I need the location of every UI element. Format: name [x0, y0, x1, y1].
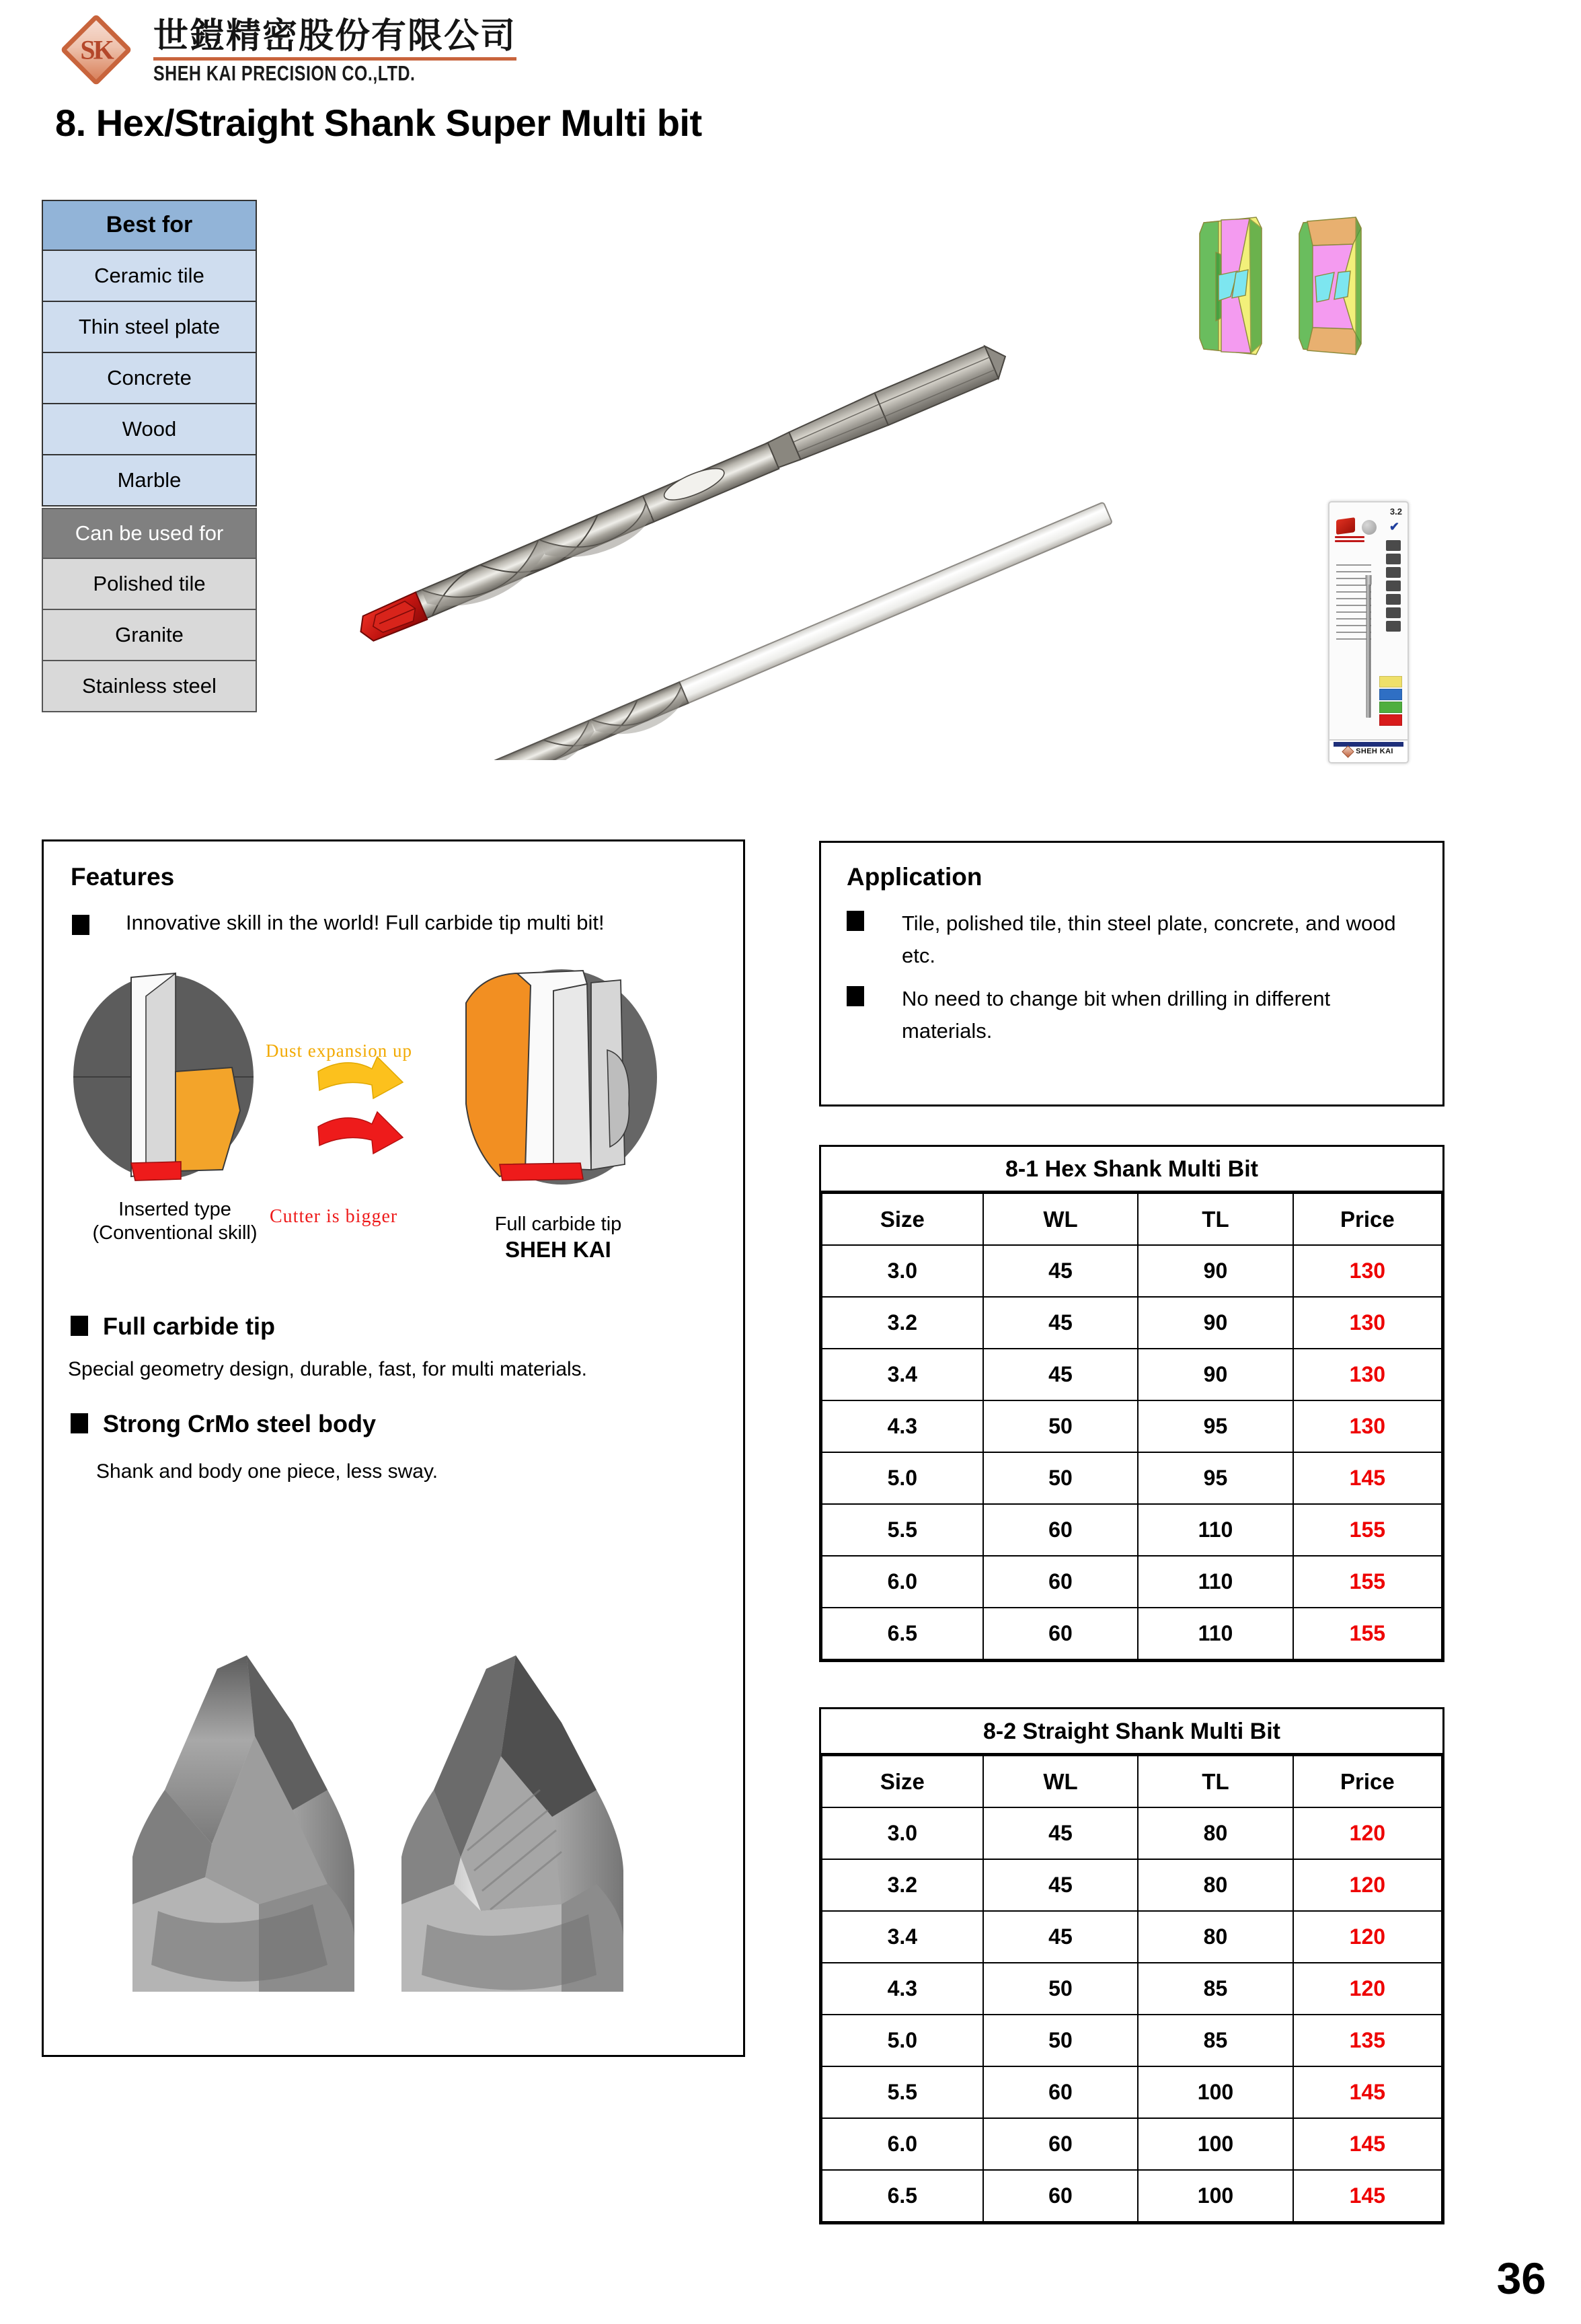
column-header-tl: TL: [1138, 1756, 1293, 1807]
cell-size: 3.4: [822, 1349, 983, 1400]
cell-wl: 45: [983, 1859, 1139, 1911]
cell-wl: 60: [983, 1608, 1139, 1659]
cell-size: 6.5: [822, 2170, 983, 2222]
check-mark-icon: ✔: [1389, 520, 1399, 533]
application-item-text: Tile, polished tile, thin steel plate, concrete, and wood etc.: [902, 911, 1396, 968]
cell-wl: 50: [983, 1452, 1139, 1504]
table-row: [822, 1859, 1442, 1911]
cell-price: 130: [1293, 1245, 1442, 1297]
material-item: Polished tile: [42, 559, 257, 610]
cell-price: 145: [1293, 2066, 1442, 2118]
cell-tl: 80: [1138, 1911, 1293, 1963]
packaged-drill-bit: [1366, 583, 1371, 718]
cell-tl: 110: [1138, 1504, 1293, 1556]
cell-tl: 90: [1138, 1349, 1293, 1400]
cell-size: 3.2: [822, 1859, 983, 1911]
metal-disc-icon: [1362, 520, 1377, 535]
cell-price: 145: [1293, 2170, 1442, 2222]
features-body-crmo: Shank and body one piece, less sway.: [96, 1460, 438, 1483]
cell-tl: 90: [1138, 1297, 1293, 1349]
table-row: [822, 1556, 1442, 1608]
cell-wl: 45: [983, 1349, 1139, 1400]
page-number: 36: [1496, 2253, 1546, 2303]
carbide-tip-surface-analysis-render: [1192, 205, 1393, 373]
cell-price: 155: [1293, 1504, 1442, 1556]
inserted-type-tip-diagram: [73, 973, 254, 1180]
bullet-square-icon: [71, 1316, 88, 1336]
table-row: [822, 1452, 1442, 1504]
features-heading-full-carbide-tip: Full carbide tip: [71, 1312, 275, 1341]
material-suitability-table: [42, 200, 257, 712]
cell-size: 3.2: [822, 1297, 983, 1349]
hex-shank-price-table: [819, 1145, 1444, 1662]
cell-size: 4.3: [822, 1963, 983, 2015]
cell-price: 120: [1293, 1807, 1442, 1859]
package-size-label: 3.2: [1389, 507, 1402, 517]
cell-wl: 60: [983, 1556, 1139, 1608]
cell-price: 120: [1293, 1911, 1442, 1963]
cell-price: 120: [1293, 1859, 1442, 1911]
company-logo: [54, 12, 516, 87]
logo-divider: [153, 57, 516, 61]
cell-size: 5.0: [822, 2015, 983, 2066]
table-row: [822, 1963, 1442, 2015]
table-row: [822, 1400, 1442, 1452]
material-item: Ceramic tile: [42, 251, 257, 302]
application-title: Application: [847, 863, 982, 891]
carbide-chip-icon: [1336, 517, 1355, 535]
carbide-drill-tip-photo-right: [401, 1655, 623, 1992]
carbide-drill-tip-photo-left: [132, 1655, 354, 1992]
table-row: [822, 2015, 1442, 2066]
package-brand-footer: SHEH KAI: [1329, 739, 1408, 762]
cell-tl: 95: [1138, 1452, 1293, 1504]
drill-bit-render-image: [269, 222, 1184, 760]
table-row: [822, 2066, 1442, 2118]
cell-tl: 80: [1138, 1859, 1293, 1911]
table-row: [822, 1297, 1442, 1349]
can-be-used-for-header: Can be used for: [42, 508, 257, 559]
cell-price: 130: [1293, 1297, 1442, 1349]
bullet-square-icon: [847, 986, 864, 1006]
cell-tl: 100: [1138, 2066, 1293, 2118]
cell-wl: 45: [983, 1297, 1139, 1349]
best-for-header: Best for: [42, 200, 257, 251]
material-item: Concrete: [42, 353, 257, 404]
material-item: Stainless steel: [42, 661, 257, 712]
table-row: [822, 1349, 1442, 1400]
material-item: Granite: [42, 610, 257, 661]
cell-size: 3.0: [822, 1807, 983, 1859]
inserted-type-caption: Inserted type (Conventional skill): [92, 1199, 258, 1244]
package-red-text: [1335, 536, 1364, 546]
dust-expansion-label: Dust expansion up: [266, 1041, 412, 1061]
cell-size: 6.0: [822, 2118, 983, 2170]
column-header-tl: TL: [1138, 1193, 1293, 1245]
cell-size: 5.5: [822, 1504, 983, 1556]
material-item: Thin steel plate: [42, 302, 257, 353]
cell-tl: 110: [1138, 1556, 1293, 1608]
cell-tl: 100: [1138, 2118, 1293, 2170]
cell-price: 155: [1293, 1608, 1442, 1659]
cell-size: 6.5: [822, 1608, 983, 1659]
cell-tl: 95: [1138, 1400, 1293, 1452]
features-heading-crmo-body: Strong CrMo steel body: [71, 1410, 376, 1438]
material-item: Marble: [42, 455, 257, 507]
material-item: Wood: [42, 404, 257, 455]
cell-price: 145: [1293, 2118, 1442, 2170]
cell-tl: 80: [1138, 1807, 1293, 1859]
application-panel: [819, 841, 1444, 1107]
column-header-price: Price: [1293, 1756, 1442, 1807]
application-item: [847, 983, 1418, 1047]
cell-price: 120: [1293, 1963, 1442, 2015]
table-row: [822, 2170, 1442, 2222]
cell-wl: 50: [983, 1963, 1139, 2015]
column-header-wl: WL: [983, 1193, 1139, 1245]
cell-tl: 90: [1138, 1245, 1293, 1297]
cell-size: 3.4: [822, 1911, 983, 1963]
cell-tl: 85: [1138, 1963, 1293, 2015]
application-item-text: No need to change bit when drilling in different materials.: [902, 987, 1331, 1043]
cell-wl: 60: [983, 2118, 1139, 2170]
cell-size: 5.0: [822, 1452, 983, 1504]
application-item: [847, 907, 1418, 972]
column-header-price: Price: [1293, 1193, 1442, 1245]
cell-tl: 100: [1138, 2170, 1293, 2222]
cell-tl: 85: [1138, 2015, 1293, 2066]
table-row: [822, 1245, 1442, 1297]
product-package-photo: [1328, 501, 1409, 763]
column-header-wl: WL: [983, 1756, 1139, 1807]
features-body-full-carbide-tip: Special geometry design, durable, fast, for multi materials.: [68, 1358, 588, 1380]
column-header-size: Size: [822, 1756, 983, 1807]
table-caption: 8-2 Straight Shank Multi Bit: [821, 1709, 1442, 1755]
package-color-swatches: [1379, 676, 1402, 727]
diamond-logo-icon: SK: [54, 12, 139, 87]
table-caption: 8-1 Hex Shank Multi Bit: [821, 1147, 1442, 1193]
cell-wl: 50: [983, 1400, 1139, 1452]
table-row: [822, 1608, 1442, 1659]
cell-wl: 60: [983, 2066, 1139, 2118]
cell-wl: 60: [983, 2170, 1139, 2222]
cell-wl: 50: [983, 2015, 1139, 2066]
table-header-row: [822, 1756, 1442, 1807]
cell-size: 4.3: [822, 1400, 983, 1452]
cell-wl: 60: [983, 1504, 1139, 1556]
table-row: [822, 2118, 1442, 2170]
cell-size: 5.5: [822, 2066, 983, 2118]
bullet-square-icon: [71, 1413, 88, 1433]
page-title: 8. Hex/Straight Shank Super Multi bit: [55, 102, 702, 144]
cell-wl: 45: [983, 1245, 1139, 1297]
company-name-chinese: 世鎧精密股份有限公司: [153, 16, 517, 57]
full-carbide-tip-diagram: [466, 969, 657, 1185]
cell-wl: 45: [983, 1807, 1139, 1859]
full-carbide-caption: Full carbide tip SHEH KAI: [494, 1213, 622, 1262]
table-row: [822, 1504, 1442, 1556]
table-row: [822, 1807, 1442, 1859]
cell-size: 3.0: [822, 1245, 983, 1297]
features-title: Features: [71, 863, 175, 891]
cell-price: 145: [1293, 1452, 1442, 1504]
cutter-bigger-label: Cutter is bigger: [270, 1206, 398, 1227]
carbide-tip-photos: [91, 1588, 683, 2032]
features-bullet-1: [72, 911, 605, 935]
features-bullet-1-text: Innovative skill in the world! Full carbide tip multi bit!: [126, 911, 605, 934]
cell-price: 130: [1293, 1400, 1442, 1452]
table-header-row: [822, 1193, 1442, 1245]
bullet-square-icon: [72, 915, 89, 935]
straight-shank-price-table: [819, 1707, 1444, 2224]
bullet-square-icon: [847, 911, 864, 931]
company-name-english: SHEH KAI PRECISION CO.,LTD.: [153, 61, 416, 85]
table-row: [822, 1911, 1442, 1963]
package-chinese-text: [1386, 540, 1401, 634]
cell-size: 6.0: [822, 1556, 983, 1608]
cell-price: 130: [1293, 1349, 1442, 1400]
cell-price: 155: [1293, 1556, 1442, 1608]
cell-wl: 45: [983, 1911, 1139, 1963]
cell-tl: 110: [1138, 1608, 1293, 1659]
cell-price: 135: [1293, 2015, 1442, 2066]
column-header-size: Size: [822, 1193, 983, 1245]
features-panel: [42, 839, 745, 2057]
